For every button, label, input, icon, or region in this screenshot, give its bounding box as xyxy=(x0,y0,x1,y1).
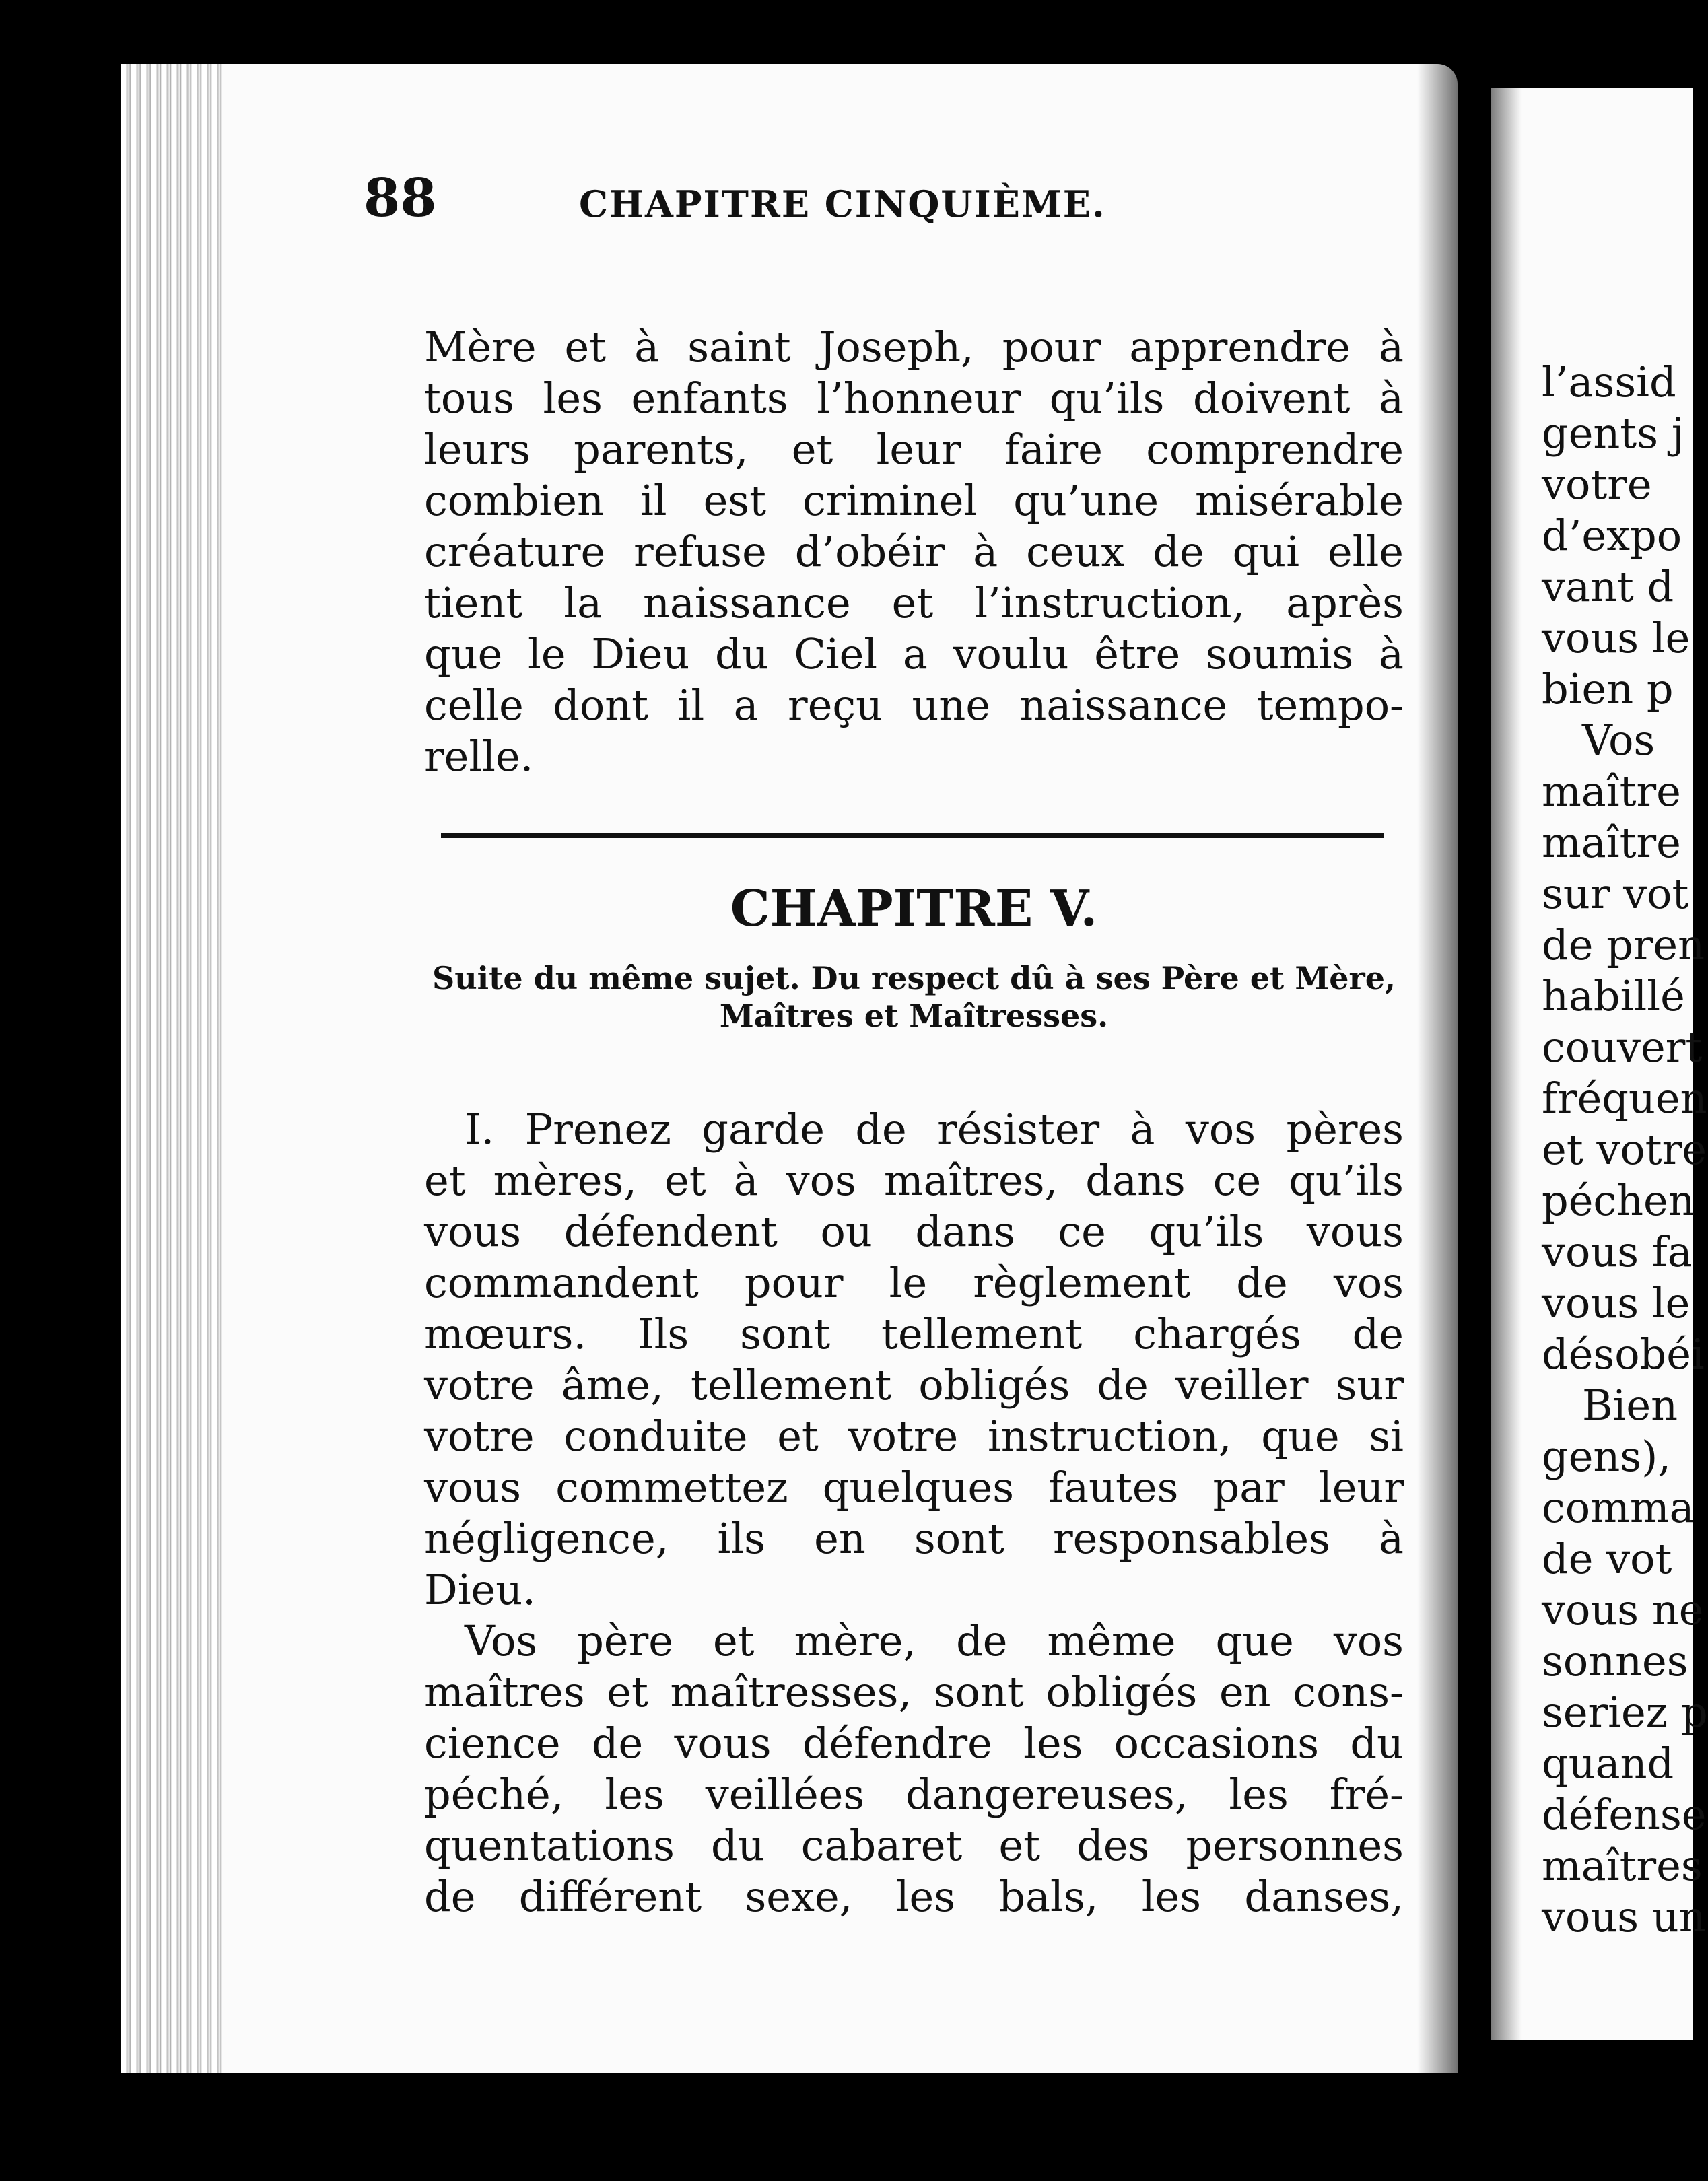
right-page xyxy=(1491,88,1708,2040)
right-page-text xyxy=(1542,357,1708,1943)
paragraph-2 xyxy=(424,1616,1404,1923)
gutter-shadow-right xyxy=(1491,88,1522,2040)
text-line: maîtres xyxy=(1542,1841,1703,1890)
text-line: Bien xyxy=(1582,1381,1678,1430)
text-line: votre âme, tellement obligés de veiller sur xyxy=(424,1360,1404,1410)
text-line: commandent pour le règlement de vos xyxy=(424,1258,1404,1307)
paragraph-1 xyxy=(424,1104,1404,1616)
text-line: d’expo xyxy=(1542,511,1682,560)
text-line: péché, les veillées dangereuses, les fré- xyxy=(424,1770,1404,1819)
text-line: votre xyxy=(1542,460,1652,509)
text-line: celle dont il a reçu une naissance tempo- xyxy=(424,681,1404,730)
text-line: quentations du cabaret et des personnes xyxy=(424,1821,1404,1870)
text-line: vous le xyxy=(1542,613,1690,662)
text-line: tient la naissance et l’instruction, après xyxy=(424,578,1404,627)
text-line: votre conduite et votre instruction, que si xyxy=(424,1412,1404,1461)
text-line: vous le xyxy=(1542,1278,1690,1327)
text-line: vant d xyxy=(1542,562,1674,611)
gutter-shadow xyxy=(1417,64,1458,2073)
text-line: leurs parents, et leur faire comprendre xyxy=(424,425,1404,474)
text-line: défense xyxy=(1542,1790,1707,1839)
text-line: couvert xyxy=(1542,1023,1703,1072)
text-line: mœurs. Ils sont tellement chargés de xyxy=(424,1309,1404,1358)
text-line: combien il est criminel qu’une misérable xyxy=(424,476,1404,525)
text-line: l’assid xyxy=(1542,357,1676,407)
text-line: habillé xyxy=(1542,971,1685,1020)
text-line: Mère et à saint Joseph, pour apprendre à xyxy=(424,322,1404,372)
text-line: négligence, ils en sont responsables à xyxy=(424,1514,1404,1563)
text-line: sur vot xyxy=(1542,869,1689,918)
text-line: bien p xyxy=(1542,664,1674,714)
text-line: comma xyxy=(1542,1483,1695,1532)
text-line: tous les enfants l’honneur qu’ils doivent à xyxy=(424,374,1404,423)
text-line: créature refuse d’obéir à ceux de qui elle xyxy=(424,527,1404,576)
text-line: péchen xyxy=(1542,1176,1695,1225)
page-edges xyxy=(121,64,222,2073)
page-number: 88 xyxy=(364,168,437,229)
text-line: vous commettez quelques fautes par leur xyxy=(424,1463,1404,1512)
chapter-subtitle xyxy=(424,959,1404,1035)
text-line: Vos xyxy=(1582,716,1655,765)
text-line: gents j xyxy=(1542,409,1684,458)
text-line: de différent sexe, les bals, les danses, xyxy=(424,1872,1404,1921)
text-line: désobéi xyxy=(1542,1329,1705,1379)
text-line: que le Dieu du Ciel a voulu être soumis à xyxy=(424,629,1404,679)
text-line: relle. xyxy=(424,732,534,781)
text-line: gens), xyxy=(1542,1432,1672,1481)
text-line: Dieu. xyxy=(424,1565,536,1614)
text-line: quand xyxy=(1542,1739,1674,1788)
text-line: de vot xyxy=(1542,1534,1672,1583)
text-line: vous fa xyxy=(1542,1227,1693,1276)
page-header xyxy=(364,158,1373,239)
text-line: fréquen xyxy=(1542,1074,1707,1123)
subtitle-line: Maîtres et Maîtresses. xyxy=(719,998,1109,1034)
text-line: maîtres et maîtresses, sont obligés en cons- xyxy=(424,1667,1404,1717)
top-paragraph xyxy=(424,322,1404,782)
text-line: sonnes xyxy=(1542,1636,1688,1686)
chapter-rule xyxy=(441,833,1384,838)
text-line: et mères, et à vos maîtres, dans ce qu’ils xyxy=(424,1156,1404,1205)
text-line: vous ne xyxy=(1542,1585,1704,1634)
text-line: cience de vous défendre les occasions du xyxy=(424,1719,1404,1768)
text-line: I. Prenez garde de résister à vos pères xyxy=(465,1105,1404,1154)
running-head: CHAPITRE CINQUIÈME. xyxy=(579,182,1106,226)
text-line: maître xyxy=(1542,767,1681,816)
subtitle-line: Suite du même sujet. Du respect dû à ses Père et Mère, xyxy=(432,960,1396,996)
text-line: vous un xyxy=(1542,1892,1706,1941)
chapter-title: CHAPITRE V. xyxy=(730,880,1098,938)
text-line: vous défendent ou dans ce qu’ils vous xyxy=(424,1207,1404,1256)
text-line: de pren xyxy=(1542,920,1705,969)
text-line: Vos père et mère, de même que vos xyxy=(465,1616,1404,1665)
text-line: seriez p xyxy=(1542,1688,1708,1737)
text-line: et votre xyxy=(1542,1125,1707,1174)
text-line: maître xyxy=(1542,818,1681,867)
